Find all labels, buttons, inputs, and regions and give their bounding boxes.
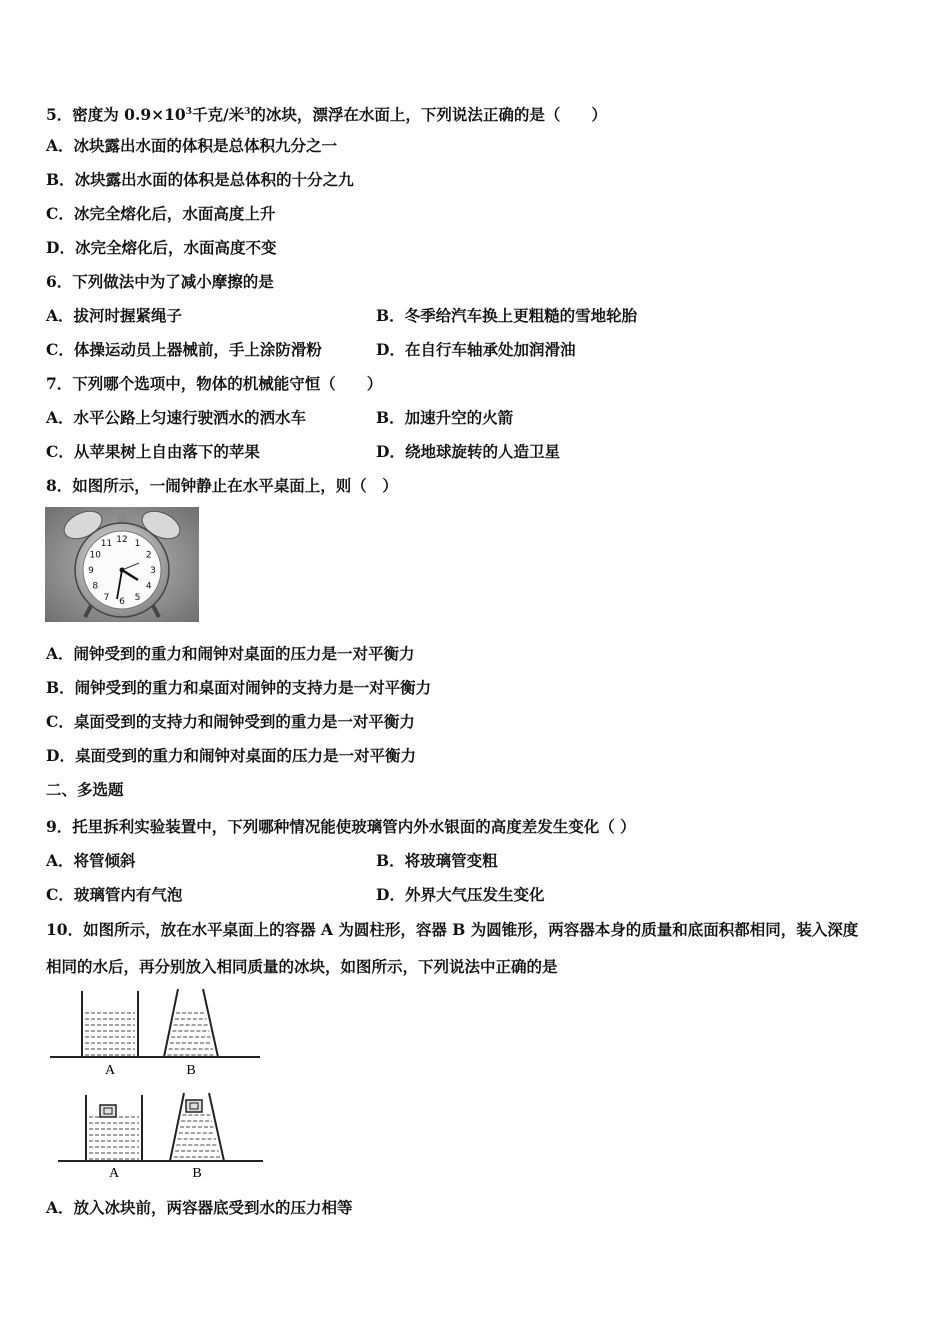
q9-option-a[interactable]: A．将管倾斜 [46,851,136,870]
q7-option-d[interactable]: D．绕地球旋转的人造卫星 [376,442,560,461]
q8-option-a[interactable]: A．闹钟受到的重力和闹钟对桌面的压力是一对平衡力 [46,644,415,663]
q9-option-c[interactable]: C．玻璃管内有气泡 [46,885,183,904]
q6-option-d[interactable]: D．在自行车轴承处加润滑油 [376,340,576,359]
q5-stem [46,102,607,125]
q5-exponent: 3 [185,107,192,117]
q8-option-b[interactable]: B．闹钟受到的重力和桌面对闹钟的支持力是一对平衡力 [46,678,432,697]
q8-stem: 8．如图所示，一闹钟静止在水平桌面上，则（ ） [46,476,398,495]
q5-option-d[interactable]: D．冰完全熔化后，水面高度不变 [46,238,277,257]
q7-option-c[interactable]: C．从苹果树上自由落下的苹果 [46,442,260,461]
q5-option-b[interactable]: B．冰块露出水面的体积是总体积的十分之九 [46,170,354,189]
q5-exponent: 3 [244,107,251,117]
q7-stem: 7．下列哪个选项中，物体的机械能守恒（ ） [46,374,383,393]
q7-option-b[interactable]: B．加速升空的火箭 [376,408,514,427]
q5-option-c[interactable]: C．冰完全熔化后，水面高度上升 [46,204,276,223]
q8-option-d[interactable]: D．桌面受到的重力和闹钟对桌面的压力是一对平衡力 [46,746,416,765]
clock-numeral: 8 [92,581,99,592]
containers-diagram [48,985,268,1180]
clock-numeral: 6 [119,597,125,607]
clock-numeral: 12 [116,535,128,545]
clock-numeral: 9 [88,566,94,576]
label-b-bottom: B [192,1166,202,1180]
clock-numeral: 11 [100,539,113,550]
q10-option-a[interactable]: A．放入冰块前，两容器底受到水的压力相等 [46,1198,353,1217]
q6-option-b[interactable]: B．冬季给汽车换上更粗糙的雪地轮胎 [376,306,638,325]
q5-option-a[interactable]: A．冰块露出水面的体积是总体积九分之一 [46,136,338,155]
q10-stem-line2: 相同的水后，再分别放入相同质量的冰块，如图所示，下列说法中正确的是 [46,957,558,976]
q9-option-b[interactable]: B．将玻璃管变粗 [376,851,498,870]
q5-stem-part: 千克/米 [191,105,245,124]
clock-numeral: 10 [89,550,101,561]
q9-stem: 9．托里拆利实验装置中，下列哪种情况能使玻璃管内外水银面的高度差发生变化（ ） [46,817,636,836]
q9-option-d[interactable]: D．外界大气压发生变化 [376,885,545,904]
q8-option-c[interactable]: C．桌面受到的支持力和闹钟受到的重力是一对平衡力 [46,712,415,731]
alarm-clock-icon [45,507,199,622]
q7-option-a[interactable]: A．水平公路上匀速行驶洒水的洒水车 [46,408,307,427]
q6-option-c[interactable]: C．体操运动员上器械前，手上涂防滑粉 [46,340,322,359]
q5-stem-part: 的冰块，漂浮在水面上，下列说法正确的是（ ） [250,105,607,124]
label-a-top: A [104,1063,116,1078]
clock-numeral: 5 [134,592,141,603]
q10-stem-line1: 10．如图所示，放在水平桌面上的容器 A 为圆柱形，容器 B 为圆锥形，两容器本身的质量和底面积都相同，装入深度 [46,920,859,939]
q6-stem: 6．下列做法中为了减小摩擦的是 [46,272,274,291]
clock-numeral: 2 [145,550,152,561]
clock-numeral: 3 [150,566,156,576]
containers-figure [48,985,268,1180]
q5-stem-part: 5．密度为 0.9×10 [46,105,186,124]
section-heading: 二、多选题 [46,780,124,799]
q6-option-a[interactable]: A．拔河时握紧绳子 [46,306,183,325]
clock-numeral: 1 [134,539,141,550]
alarm-clock-figure [45,507,199,622]
label-a-bottom: A [108,1166,120,1180]
clock-numeral: 7 [103,592,110,603]
clock-numeral: 4 [145,581,152,592]
label-b-top: B [186,1063,196,1078]
